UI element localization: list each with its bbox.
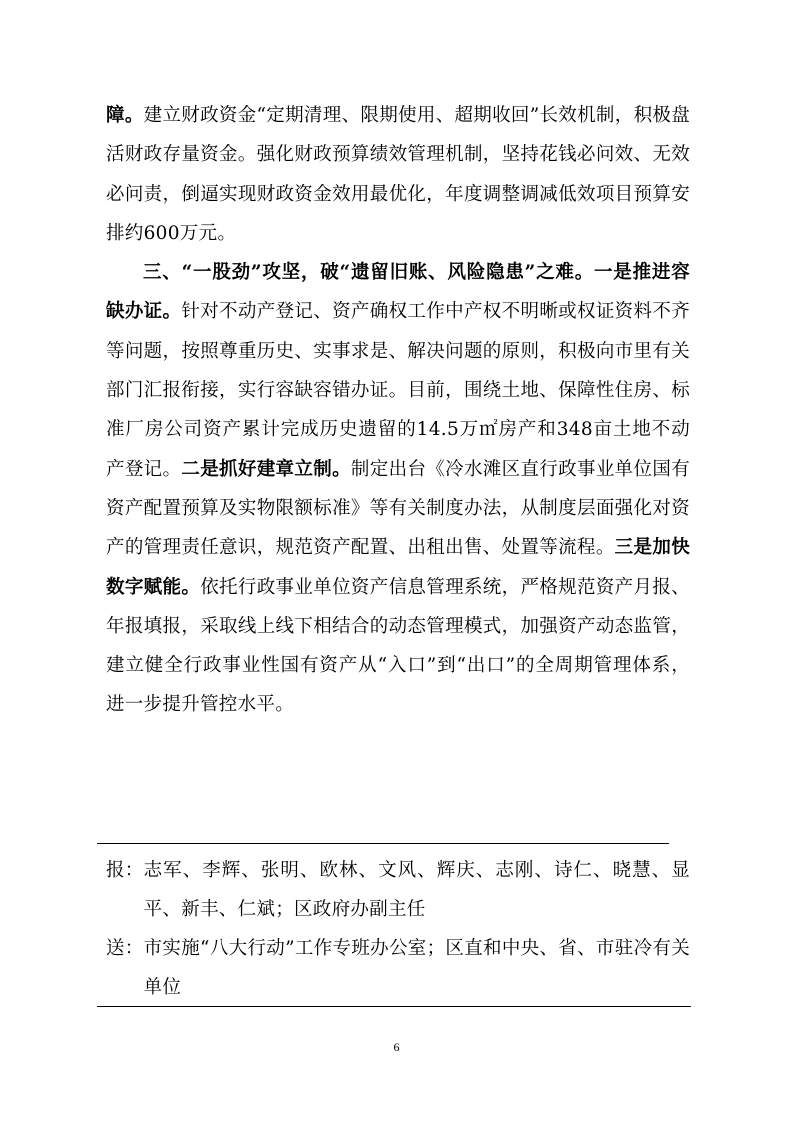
send-row [106,929,690,1007]
page-number: 6 [393,1040,400,1054]
report-recipients: 志军、李辉、张明、欧林、文风、辉庆、志刚、诗仁、晓慧、显平、新丰、仁斌；区政府办副主任 [143,860,690,920]
report-label: 报： [106,860,144,881]
paragraph-1-lead: 障。 [106,105,144,126]
distribution-list [106,851,690,1007]
paragraph-2-text-2: 制定出台《冷水滩区直行政事业单位国有资产配置预算及实物限额标准》等有关制度办法，从制度层面强化对资产的管理责任意识，规范资产配置、出租出售、处置等流程。 [106,458,690,559]
send-recipients: 市实施“八大行动”工作专班办公室；区直和中央、省、市驻冷有关单位 [143,938,690,998]
paragraph-1 [106,96,690,253]
subheading-2: 二是抓好建章立制。 [181,458,351,480]
paragraph-2 [106,253,690,725]
subheading-3: 三是加快数字赋能。 [106,537,690,598]
report-row [106,851,690,929]
bottom-divider [97,1006,691,1007]
body-text [106,96,690,725]
paragraph-2-text-3: 依托行政事业单位资产信息管理系统，严格规范资产月报、年报填报，采取线上线下相结合的动态管理模式，加强资产动态监管，建立健全行政事业性国有资产从“入口”到“出口”的全周期管理体系，进一步提升管控水平。 [106,576,690,716]
top-divider [97,843,669,844]
paragraph-1-text: 建立财政资金“定期清理、限期使用、超期收回”长效机制，积极盘活财政存量资金。强化财政预算绩效管理机制，坚持花钱必问效、无效必问责，倒逼实现财政资金效用最优化，年度调整调减低效项目预算安排约600万元。 [106,105,690,244]
paragraph-2-text-1: 针对不动产登记、资产确权工作中产权不明晰或权证资料不齐等问题，按照尊重历史、实事求是、解决问题的原则，积极向市里有关部门汇报衔接，实行容缺容错办证。目前，围绕土地、保障性住房、标准厂房公司资产累计完成历史遗留的14.5万㎡房产和348亩土地不动产登记。 [106,301,690,480]
send-label: 送： [106,938,144,959]
section-heading: 三、“一股劲”攻坚，破“遗留旧账、风险隐患”之难。一是推进容缺办证。 [106,262,690,323]
